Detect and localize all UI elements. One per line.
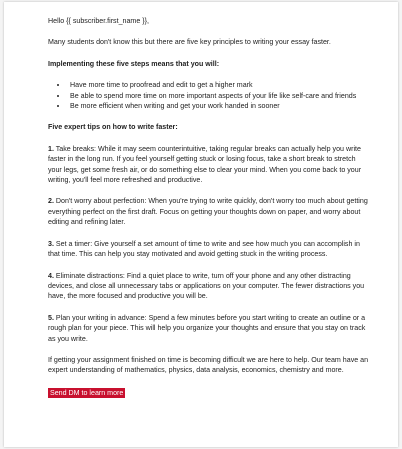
email-body xyxy=(48,16,370,398)
benefit-item: • Be more efficient when writing and get your work handed in sooner xyxy=(68,101,370,111)
intro-paragraph: Many students don't know this but there are five key principles to writing your essay faster. xyxy=(48,38,331,47)
closing-paragraph: If getting your assignment finished on time is becoming difficult we are here to help. Our team have an expert understanding of mathematics, physics, data analysis, economics, chemistry and more. xyxy=(48,355,369,375)
send-dm-button[interactable]: Send DM to learn more xyxy=(50,388,124,397)
tip-number: 1. xyxy=(48,144,54,153)
tip-paragraph xyxy=(48,196,370,227)
tip-number: 2. xyxy=(48,197,54,206)
benefits-heading: Implementing these five steps means that you will: xyxy=(48,59,220,68)
benefits-list xyxy=(48,80,370,111)
tip-text: Set a timer: Give yourself a set amount of time to write and see how much you can accomplish in that time. This can help you stay motivated and avoid getting stuck in the writing process. xyxy=(48,239,360,259)
tip-paragraph xyxy=(48,271,370,302)
benefit-item: • Be able to spend more time on more important aspects of your life like self-care and friends xyxy=(68,91,370,101)
tip-number: 4. xyxy=(48,271,54,280)
tip-text: Don't worry about perfection: When you're trying to write quickly, don't worry too much about getting everything perfect on the first draft. Focus on getting your thoughts down on paper, and worry about editing and refining later. xyxy=(48,197,368,227)
benefit-item: • Have more time to proofread and edit to get a higher mark xyxy=(68,80,370,90)
greeting: Hello {{ subscriber.first_name }}, xyxy=(48,17,149,25)
tip-number: 3. xyxy=(48,239,54,248)
tip-text: Plan your writing in advance: Spend a few minutes before you start writing to create an outline or a rough plan for your piece. This will help you organize your thoughts and ensure that you stay on track as you write. xyxy=(48,313,366,343)
tip-paragraph xyxy=(48,144,370,186)
tip-text: Take breaks: While it may seem counterintuitive, taking regular breaks can actually help you write faster in the long run. If you feel yourself getting stuck or losing focus, take a short break to stretch your legs, get some fresh air, or do something else to clear your mind. When you come back to your writing, you'll feel more refreshed and productive. xyxy=(48,144,362,185)
tip-paragraph xyxy=(48,313,370,344)
tip-number: 5. xyxy=(48,313,54,322)
tip-paragraph xyxy=(48,239,370,260)
tips-heading: Five expert tips on how to write faster: xyxy=(48,123,178,132)
tip-text: Eliminate distractions: Find a quiet place to write, turn off your phone and any other distracting devices, and close all unnecessary tabs or applications on your computer. The fewer distractions you have, the more focused and productive you will be. xyxy=(48,271,365,301)
email-preview-page xyxy=(4,2,398,447)
